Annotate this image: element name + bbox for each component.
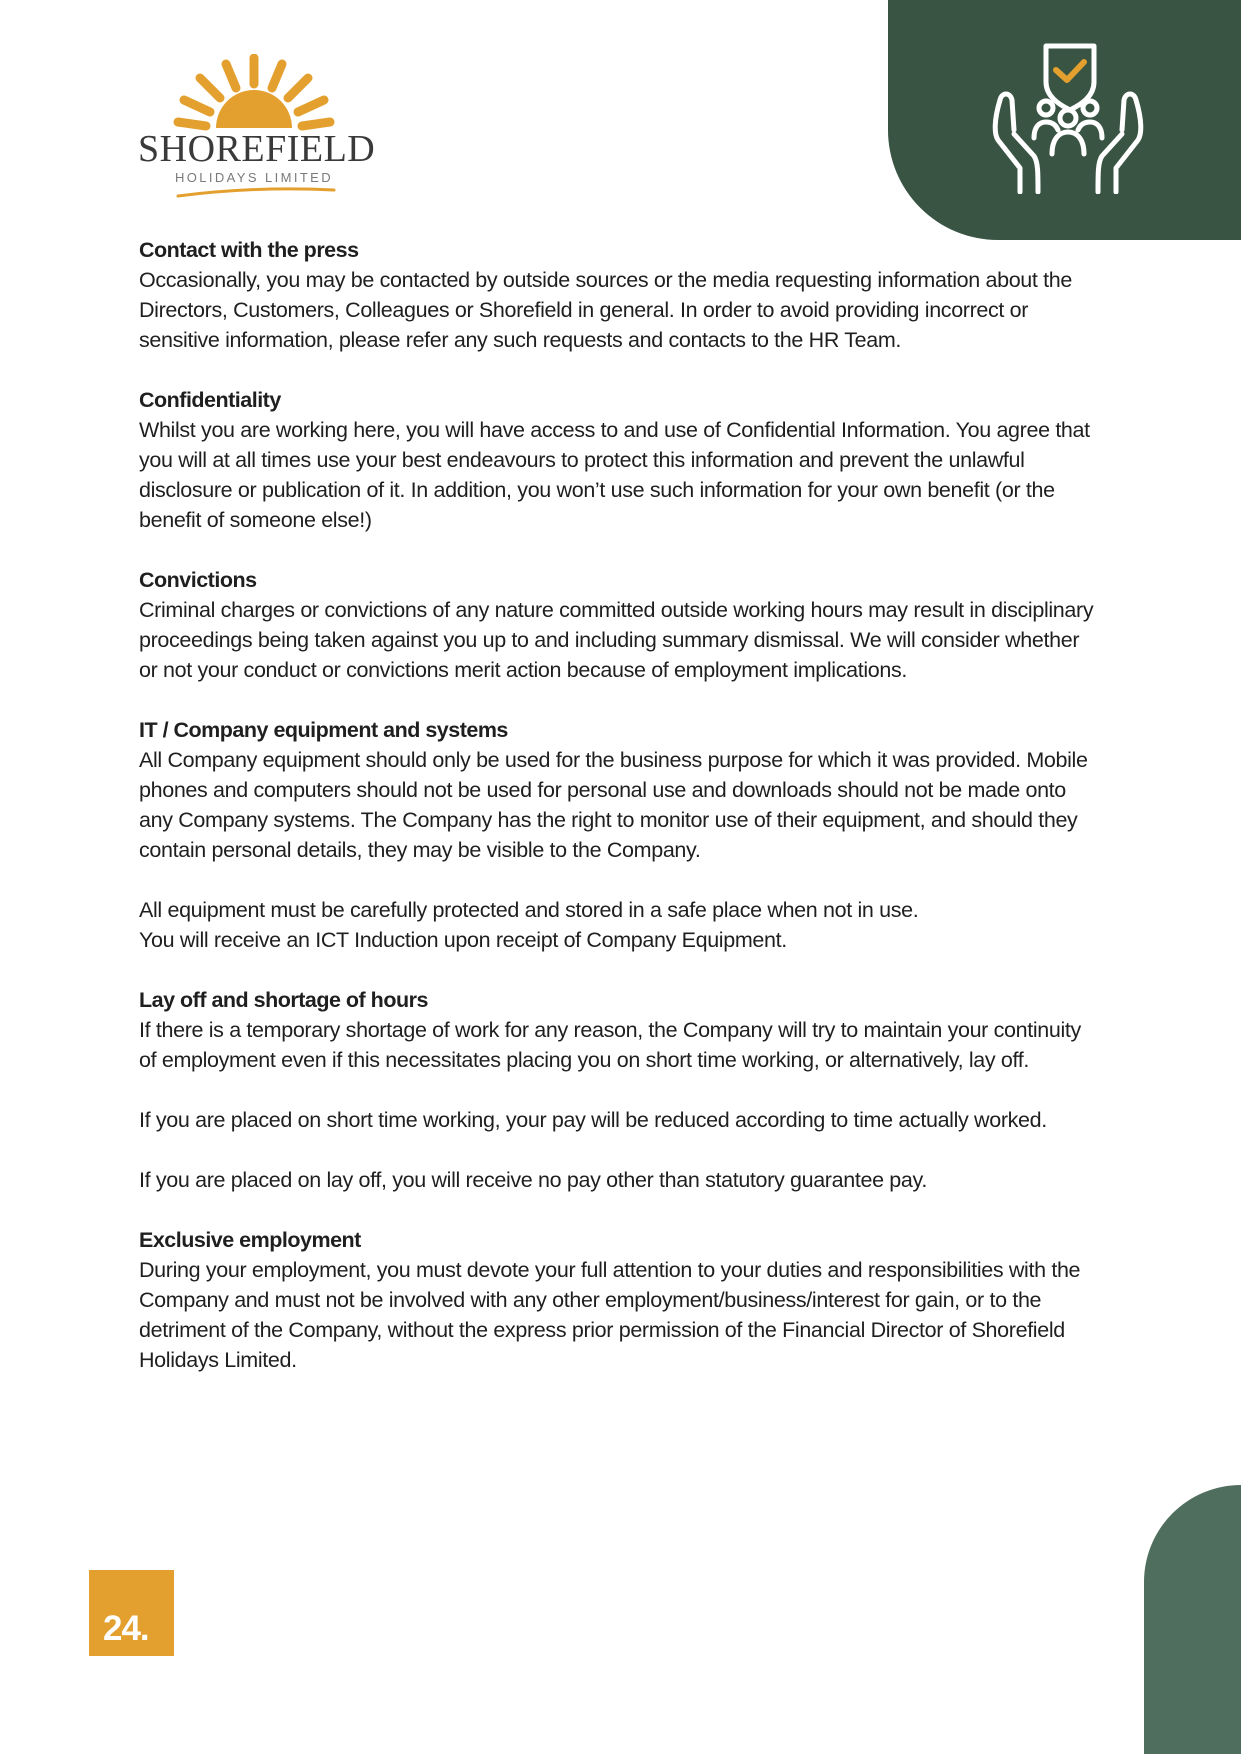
section-heading: Convictions — [139, 568, 257, 592]
sun-rays-icon — [138, 54, 370, 134]
section-paragraph: Occasionally, you may be contacted by outside sources or the media requesting information about the Directors, Customers, Colleagues or Shorefield in general. In order to avoid providing incorrect or sensitive information, please refer any such requests and contacts to the HR Team. — [139, 268, 1072, 352]
document-body — [139, 235, 1099, 1405]
section-paragraph: If you are placed on lay off, you will receive no pay other than statutory guarantee pay. — [139, 1168, 927, 1192]
section-heading: Confidentiality — [139, 388, 281, 412]
footer-corner-panel — [1144, 1485, 1241, 1754]
section-paragraph: All Company equipment should only be used for the business purpose for which it was provided. Mobile phones and computers should not be used for personal use and downloads should not be made onto any Company systems. The Company has the right to monitor use of their equipment, and should they contain personal details, they may be visible to the Company. — [139, 748, 1088, 862]
brand-name: SHOREFIELD — [138, 128, 376, 170]
section-paragraph: You will receive an ICT Induction upon receipt of Company Equipment. — [139, 928, 787, 952]
section-paragraph: Whilst you are working here, you will have access to and use of Confidential Information. You agree that you will at all times use your best endeavours to protect this information and prevent the unlawful disclosure or publication of it. In addition, you won’t use such information for your own benefit (or the benefit of someone else!) — [139, 418, 1090, 532]
section-heading: IT / Company equipment and systems — [139, 718, 508, 742]
section-paragraph: Criminal charges or convictions of any nature committed outside working hours may result in disciplinary proceedings being taken against you up to and including summary dismissal. We will consider whether or not your conduct or convictions merit action because of employment implications. — [139, 598, 1094, 682]
section-heading: Exclusive employment — [139, 1228, 361, 1252]
section-paragraph: If you are placed on short time working, your pay will be reduced according to time actually worked. — [139, 1108, 1047, 1132]
section-paragraph: All equipment must be carefully protected and stored in a safe place when not in use. — [139, 898, 919, 922]
section-confidentiality — [139, 385, 1099, 535]
section-exclusive-employment — [139, 1225, 1099, 1375]
hands-protecting-people-icon — [990, 42, 1146, 194]
section-heading: Contact with the press — [139, 238, 359, 262]
section-paragraph: During your employment, you must devote your full attention to your duties and responsibilities with the Company and must not be involved with any other employment/business/interest for gain, or to the detriment of the Company, without the express prior permission of the Financial Director of Shorefield Holidays Limited. — [139, 1258, 1081, 1372]
section-press — [139, 235, 1099, 355]
section-lay-off — [139, 985, 1099, 1195]
section-it-equipment — [139, 715, 1099, 955]
shorefield-logo — [138, 54, 376, 200]
brand-subtitle: HOLIDAYS LIMITED — [174, 170, 334, 185]
section-paragraph: If there is a temporary shortage of work for any reason, the Company will try to maintain your continuity of employment even if this necessitates placing you on short time working, or alternatively, lay off. — [139, 1018, 1081, 1072]
page-number: 24. — [103, 1609, 149, 1648]
section-heading: Lay off and shortage of hours — [139, 988, 428, 1012]
section-convictions — [139, 565, 1099, 685]
page-number-badge — [89, 1570, 174, 1656]
logo-underline — [176, 186, 336, 198]
